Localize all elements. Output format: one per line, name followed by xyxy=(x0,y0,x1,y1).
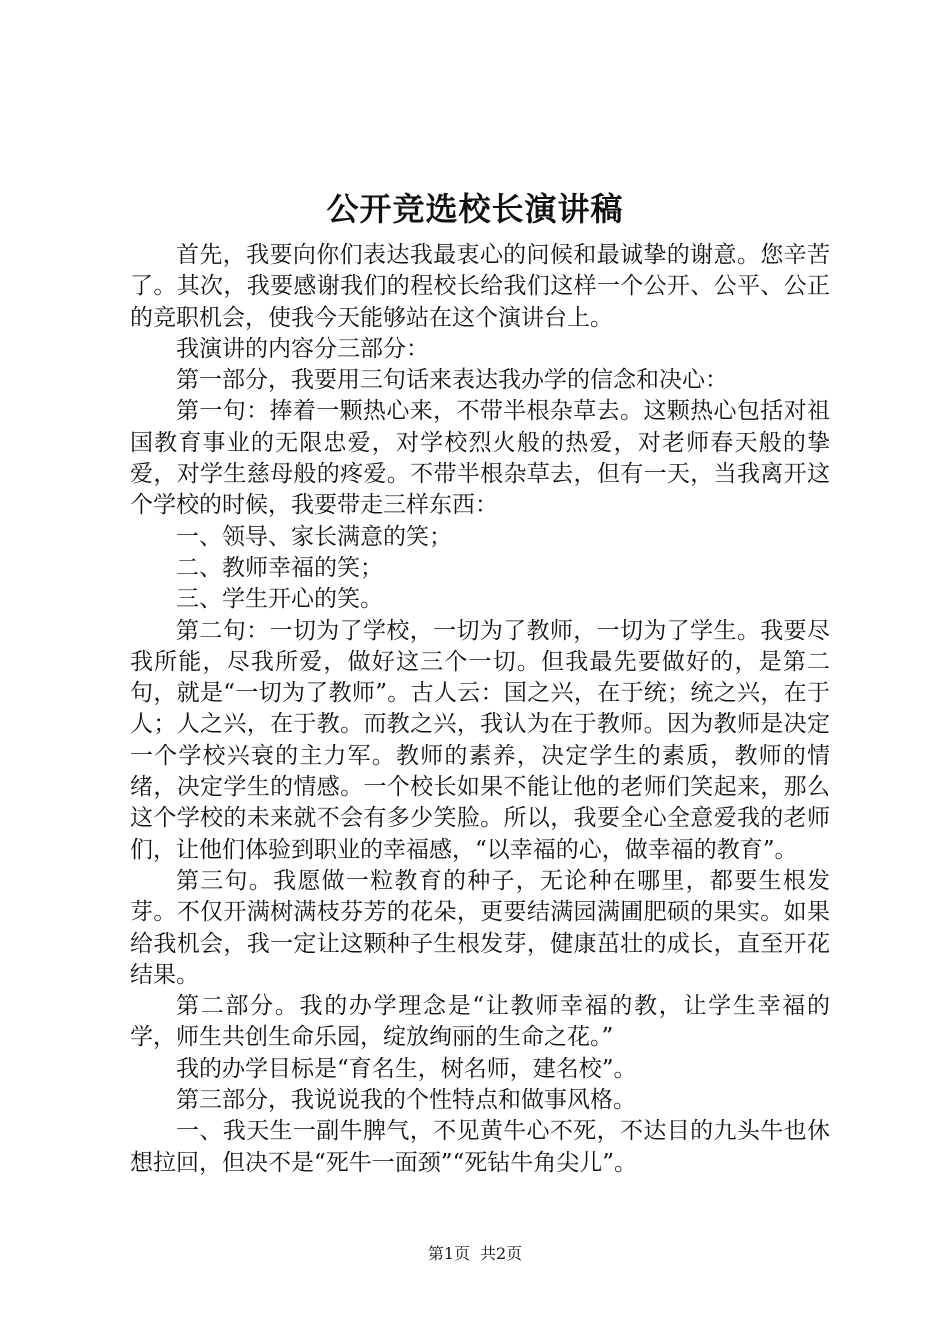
paragraph-sentence-one: 第一句：捧着一颗热心来，不带半根杂草去。这颗热心包括对祖国教育事业的无限忠爱，对学校烈火般的热爱，对老师春天般的挚爱，对学生慈母般的疼爱。不带半根杂草去，但有一天，当我离开这个学校的时候，我要带走三样东西： xyxy=(130,398,830,519)
paragraph-greeting: 首先，我要向你们表达我最衷心的问候和最诚挚的谢意。您辛苦了。其次，我要感谢我们的程校长给我们这样一个公开、公平、公正的竞职机会，使我今天能够站在这个演讲台上。 xyxy=(130,242,830,331)
paragraph-sentence-three: 第三句。我愿做一粒教育的种子，无论种在哪里，都要生根发芽。不仅开满树满枝芬芳的花朵，更要结满园满圃肥硕的果实。如果给我机会，我一定让这颗种子生根发芽，健康茁壮的成长，直至开花结果。 xyxy=(130,867,830,988)
paragraph-sentence-two: 第二句：一切为了学校，一切为了教师，一切为了学生。我要尽我所能，尽我所爱，做好这三个一切。但我最先要做好的，是第二句，就是“一切为了教师”。古人云：国之兴，在于统；统之兴，在于人；人之兴，在于教。而教之兴，我认为在于教师。因为教师是决定一个学校兴衰的主力军。教师的素养，决定学生的素质，教师的情绪，决定学生的情感。一个校长如果不能让他的老师们笑起来，那么这个学校的未来就不会有多少笑脸。所以，我要全心全意爱我的老师们，让他们体验到职业的幸福感，“以幸福的心，做幸福的教育”。 xyxy=(130,617,830,863)
list-item: 三、学生开心的笑。 xyxy=(176,586,383,613)
paragraph-part-two: 第二部分。我的办学理念是“让教师幸福的教，让学生幸福的学，师生共创生命乐园，绽放绚丽的生命之花。” xyxy=(130,993,830,1051)
list-item: 二、教师幸福的笑； xyxy=(176,554,383,581)
paragraph-outline: 我演讲的内容分三部分： xyxy=(176,335,429,362)
page-total: 共2页 xyxy=(480,1244,523,1263)
page-title: 公开竞选校长演讲稿 xyxy=(326,190,624,228)
page-footer xyxy=(0,1243,950,1265)
paragraph-part-one: 第一部分，我要用三句话来表达我办学的信念和决心： xyxy=(176,367,728,394)
speech-body xyxy=(130,240,830,1179)
list-item: 一、领导、家长满意的笑； xyxy=(176,523,452,550)
paragraph-goal: 我的办学目标是“育名生，树名师，建名校”。 xyxy=(176,1055,637,1082)
paragraph-trait-one: 一、我天生一副牛脾气，不见黄牛心不死，不达目的九头牛也休想拉回，但决不是“死牛一面颈”“死钻牛角尖儿”。 xyxy=(130,1118,830,1176)
page-number: 第1页 xyxy=(427,1244,470,1263)
paragraph-part-three: 第三部分，我说说我的个性特点和做事风格。 xyxy=(176,1087,636,1114)
